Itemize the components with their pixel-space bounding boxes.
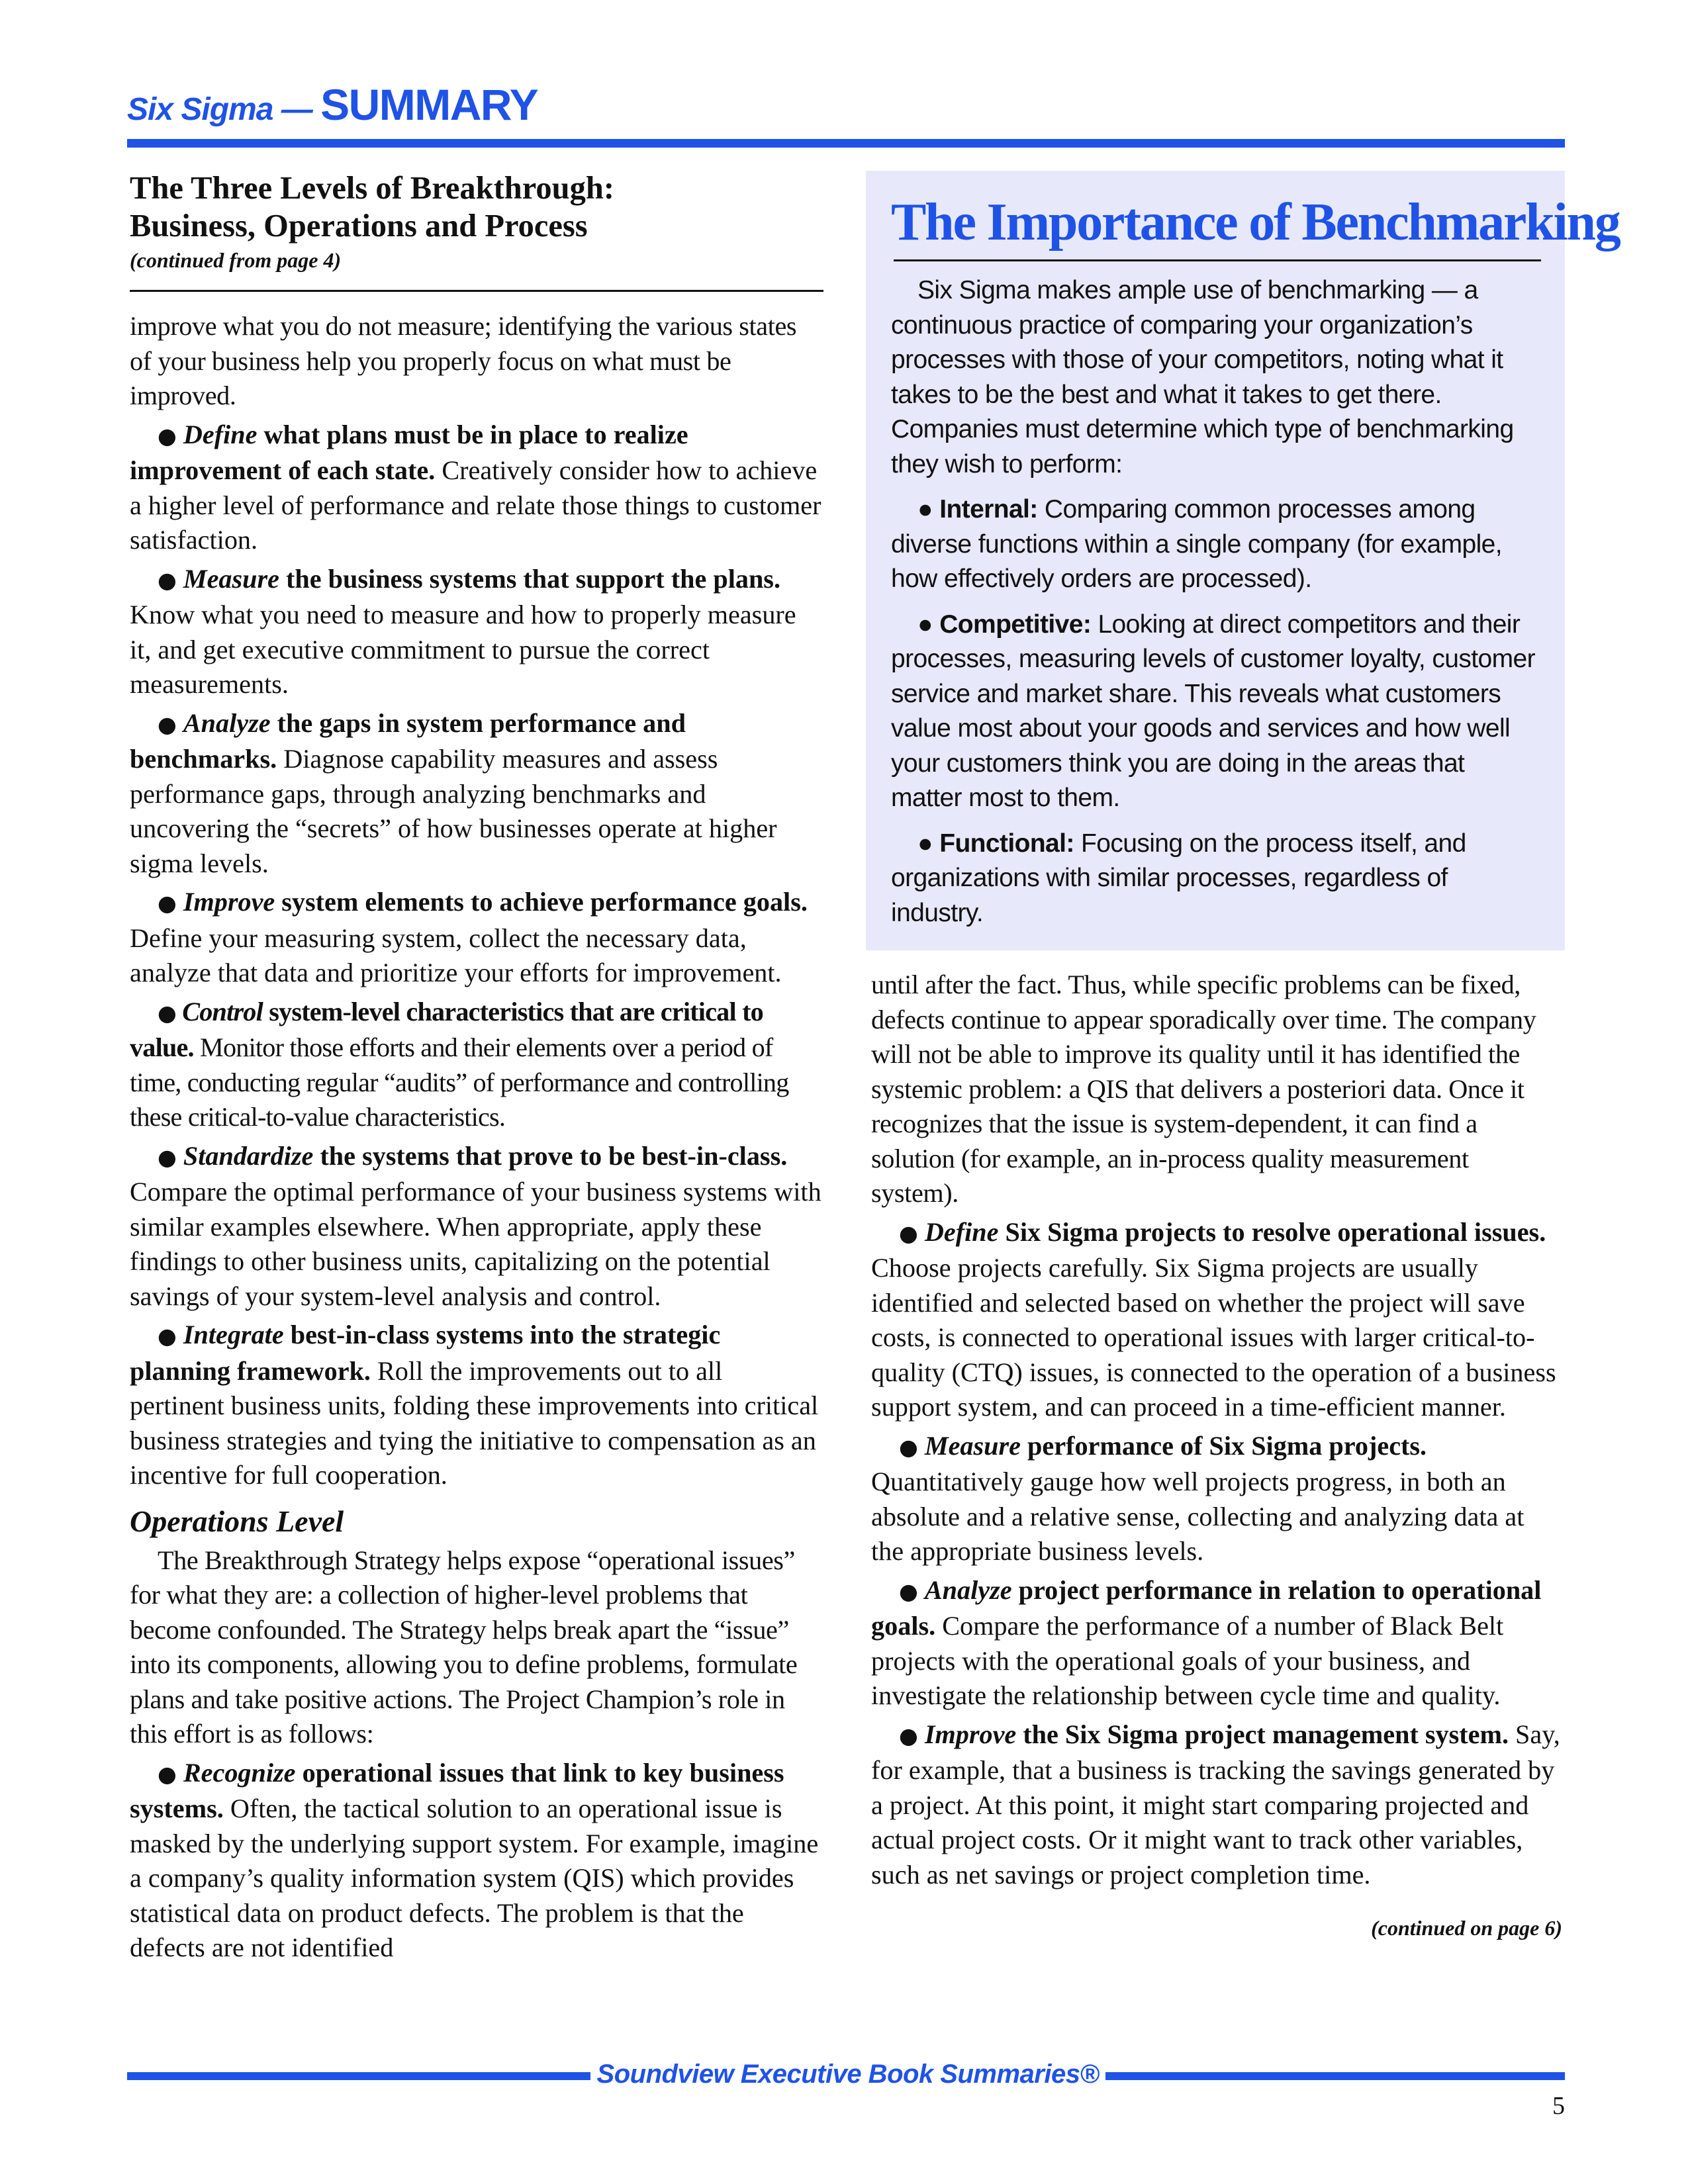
- footer-rule-left: [127, 2072, 590, 2080]
- sidebar-item-competitive: ● Competitive: Looking at direct competitors and their processes, measuring levels of customer loyalty, customer service and market share. This reveals what customers value most about your goods and services and how well your customers think you are doing in the areas that matter most to them.: [891, 610, 1535, 812]
- continued-from-note: (continued from page 4): [130, 248, 342, 272]
- section-title-line2: Business, Operations and Process: [130, 208, 588, 244]
- title-divider: [130, 290, 823, 292]
- operations-level-heading: Operations Level: [130, 1504, 344, 1538]
- bullet-integrate: ● Integrate best-in-class systems into the strategic planning framework. Roll the improvements out to all pertinent business units, folding these improvements into critical business strategies and tying the initiative to compensation as an incentive for full cooperation.: [130, 1320, 819, 1490]
- header-rule: [127, 139, 1565, 148]
- bullet-control: ● Control system-level characteristics that are critical to value. Monitor those efforts and their elements over a period of time, conducting regular “audits” of performance and controlling these critical-to-value characteristics.: [130, 996, 789, 1132]
- bullet-icon: ●: [158, 1323, 177, 1349]
- right-column: [871, 968, 1562, 1946]
- sidebar-body: [891, 273, 1541, 931]
- bullet-measure-projects: ● Measure performance of Six Sigma projects. Quantitatively gauge how well projects progress, in both an absolute and a relative sense, collecting and analyzing data at the appropriate business levels.: [871, 1430, 1524, 1566]
- bullet-icon: ●: [158, 711, 177, 737]
- operations-paragraph: The Breakthrough Strategy helps expose “operational issues” for what they are: a collection of higher-level problems that become confounded. The Strategy helps break apart the “issue” into its components, allowing you to define problems, formulate plans and take positive actions. The Project Champion’s role in this effort is as follows:: [130, 1545, 798, 1749]
- header-section: SUMMARY: [320, 80, 538, 129]
- left-body: [130, 309, 823, 1966]
- section-title: [130, 169, 823, 245]
- bullet-icon: ●: [899, 1578, 918, 1604]
- bullet-define: ● Define what plans must be in place to realize improvement of each state. Creatively consider how to achieve a higher level of performance and relate those things to customer satisfaction.: [130, 419, 821, 555]
- sidebar-title-rule: [894, 259, 1541, 261]
- page-header: [127, 79, 538, 130]
- sidebar-item-functional: ● Functional: Focusing on the process itself, and organizations with similar processes, regardless of industry.: [891, 829, 1466, 927]
- bullet-icon: ●: [917, 495, 933, 523]
- bullet-icon: ●: [158, 890, 177, 916]
- header-series: Six Sigma —: [127, 92, 312, 127]
- bullet-improve-projects: ● Improve the Six Sigma project management system. Say, for example, that a business is tracking the savings generated by a project. At this point, it might start comparing projected and actual project costs. Or it might want to track other variables, such as net savings or project completion time.: [871, 1719, 1560, 1889]
- footer-rule-right: [1105, 2072, 1565, 2080]
- intro-paragraph: improve what you do not measure; identifying the various states of your business help you properly focus on what must be improved.: [130, 311, 797, 410]
- section-title-line1: The Three Levels of Breakthrough:: [130, 171, 615, 206]
- bullet-standardize: ● Standardize the systems that prove to be best-in-class. Compare the optimal performance of your business systems with similar examples elsewhere. When appropriate, apply these findings to other business units, capitalizing on the potential savings of your system-level analysis and control.: [130, 1140, 821, 1311]
- bullet-icon: ●: [917, 610, 933, 639]
- bullet-icon: ●: [158, 422, 177, 449]
- bullet-define-projects: ● Define Six Sigma projects to resolve operational issues. Choose projects carefully. Six Sigma projects are usually identified and selected based on whether the project will save costs, is connected to operational issues with larger critical-to-quality (CTQ) issues, is connected to the operation of a business support system, and can proceed in a time-efficient manner.: [871, 1216, 1556, 1422]
- bullet-icon: ●: [158, 567, 177, 593]
- bullet-icon: ●: [158, 999, 176, 1026]
- bullet-icon: ●: [899, 1220, 918, 1246]
- footer-publication: Soundview Executive Book Summaries®: [596, 2060, 1100, 2089]
- bullet-improve: ● Improve system elements to achieve performance goals. Define your measuring system, collect the necessary data, analyze that data and prioritize your efforts for improvement.: [130, 887, 808, 987]
- bullet-measure: ● Measure the business systems that support the plans. Know what you need to measure and how to properly measure it, and get executive commitment to pursue the correct measurements.: [130, 563, 796, 699]
- sidebar-title: The Importance of Benchmarking: [891, 193, 1620, 251]
- page-number: 5: [1552, 2092, 1565, 2120]
- sidebar-intro: Six Sigma makes ample use of benchmarking — a continuous practice of comparing your organization’s processes with those of your competitors, noting what it takes to be the best and what it takes to get there. Companies must determine which type of benchmarking they wish to perform:: [891, 276, 1514, 478]
- sidebar-item-internal: ● Internal: Comparing common processes among diverse functions within a single company (for example, how effectively orders are processed).: [891, 495, 1502, 593]
- benchmarking-sidebar: [866, 171, 1620, 950]
- bullet-icon: ●: [917, 829, 933, 858]
- bullet-analyze: ● Analyze the gaps in system performance and benchmarks. Diagnose capability measures and assess performance gaps, through analyzing benchmarks and uncovering the “secrets” of how businesses operate at higher sigma levels.: [130, 707, 777, 878]
- bullet-icon: ●: [158, 1144, 177, 1170]
- bullet-recognize: ● Recognize operational issues that link to key business systems. Often, the tactical solution to an operational issue is masked by the underlying support system. For example, imagine a company’s quality information system (QIS) which provides statistical data on product defects. The problem is that the defects are not identified: [130, 1757, 819, 1962]
- bullet-icon: ●: [899, 1433, 918, 1460]
- bullet-analyze-projects: ● Analyze project performance in relation to operational goals. Compare the performance of a number of Black Belt projects with the operational goals of your business, and investigate the relationship between cycle time and quality.: [871, 1574, 1542, 1710]
- continued-paragraph: until after the fact. Thus, while specific problems can be fixed, defects continue to appear sporadically over time. The company will not be able to improve its quality until it has identified the systemic problem: a QIS that delivers a posteriori data. Once it recognizes that the issue is system-dependent, it can find a solution (for example, an in-process quality measurement system).: [871, 970, 1536, 1208]
- bullet-icon: ●: [899, 1722, 918, 1749]
- continued-on-note: (continued on page 6): [1371, 1916, 1562, 1940]
- left-column: [130, 169, 823, 1970]
- bullet-icon: ●: [158, 1760, 177, 1787]
